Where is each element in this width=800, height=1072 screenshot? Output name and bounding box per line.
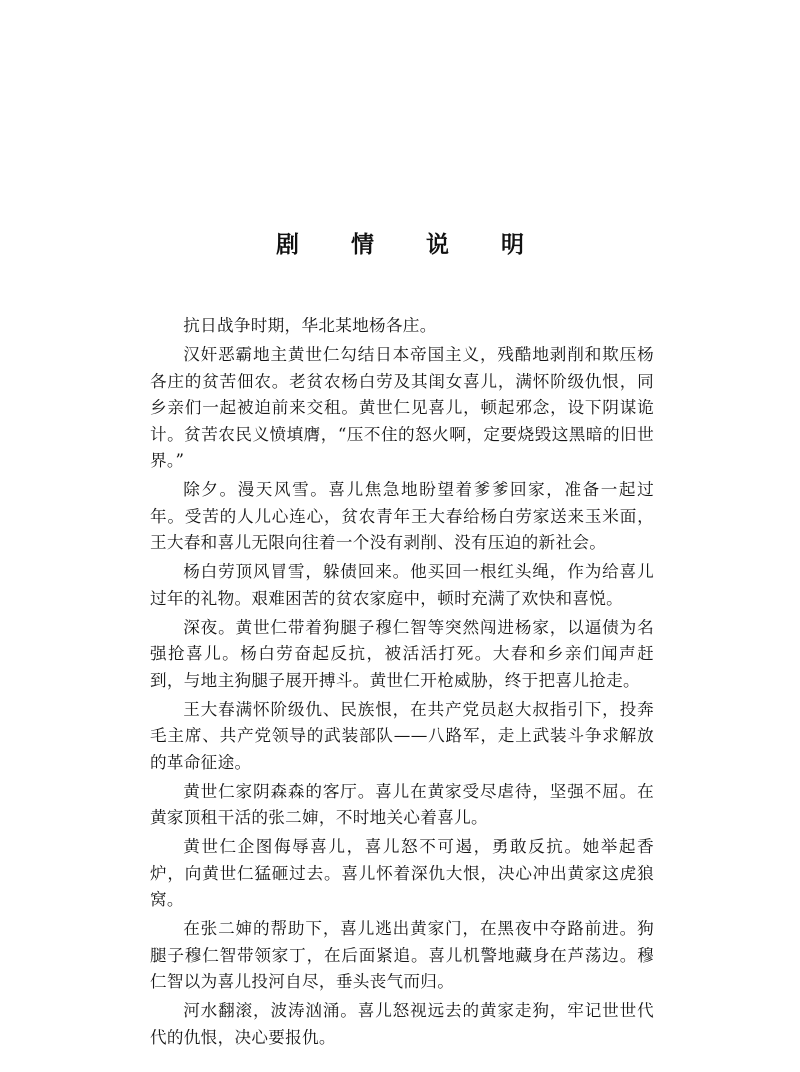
paragraph-4: 杨白劳顶风冒雪，躲债回来。他买回一根红头绳，作为给喜儿过年的礼物。艰难困苦的贫农家庭中，顿时充满了欢快和喜悦。: [150, 562, 654, 608]
paragraph-10: 河水翻滚，波涛汹涌。喜儿怒视远去的黄家走狗，牢记世世代代的仇恨，决心要报仇。: [150, 1001, 654, 1047]
paragraph-5: 深夜。黄世仁带着狗腿子穆仁智等突然闯进杨家，以逼债为名强抢喜儿。杨白劳奋起反抗，被活活打死。大春和乡亲们闻声赶到，与地主狗腿子展开搏斗。黄世仁开枪威胁，终于把喜儿抢走。: [150, 617, 654, 690]
paragraph-9: 在张二婶的帮助下，喜儿逃出黄家门，在黑夜中夺路前进。狗腿子穆仁智带领家丁，在后面紧追。喜儿机警地藏身在芦荡边。穆仁智以为喜儿投河自尽，垂头丧气而归。: [150, 919, 654, 991]
paragraph-1: 抗日战争时期，华北某地杨各庄。: [183, 316, 437, 335]
synopsis-body: [150, 313, 654, 1051]
paragraph-7: 黄世仁家阴森森的客厅。喜儿在黄家受尽虐待，坚强不屈。在黄家顶租干活的张二婶，不时地关心着喜儿。: [150, 781, 654, 827]
paragraph-8: 黄世仁企图侮辱喜儿，喜儿怒不可遏，勇敢反抗。她举起香炉，向黄世仁猛砸过去。喜儿怀着深仇大恨，决心冲出黄家这虎狼窝。: [150, 837, 654, 909]
paragraph-3: 除夕。漫天风雪。喜儿焦急地盼望着爹爹回家，准备一起过年。受苦的人儿心连心，贫农青年王大春给杨白劳家送来玉米面，王大春和喜儿无限向往着一个没有剥削、没有压迫的新社会。: [150, 480, 654, 552]
paragraph-2: 汉奸恶霸地主黄世仁勾结日本帝国主义，残酷地剥削和欺压杨各庄的贫苦佃农。老贫农杨白劳及其闺女喜儿，满怀阶级仇恨，同乡亲们一起被迫前来交租。黄世仁见喜儿，顿起邪念，设下阴谋诡计。贫苦农民义愤填膺，“压不住的怒火啊，定要烧毁这黑暗的旧世界。”: [150, 345, 654, 470]
paragraph-6: 王大春满怀阶级仇、民族恨，在共产党员赵大叔指引下，投奔毛主席、共产党领导的武装部队——八路军，走上武装斗争求解放的革命征途。: [150, 699, 654, 772]
page-title: 剧 情 说 明: [275, 232, 547, 258]
